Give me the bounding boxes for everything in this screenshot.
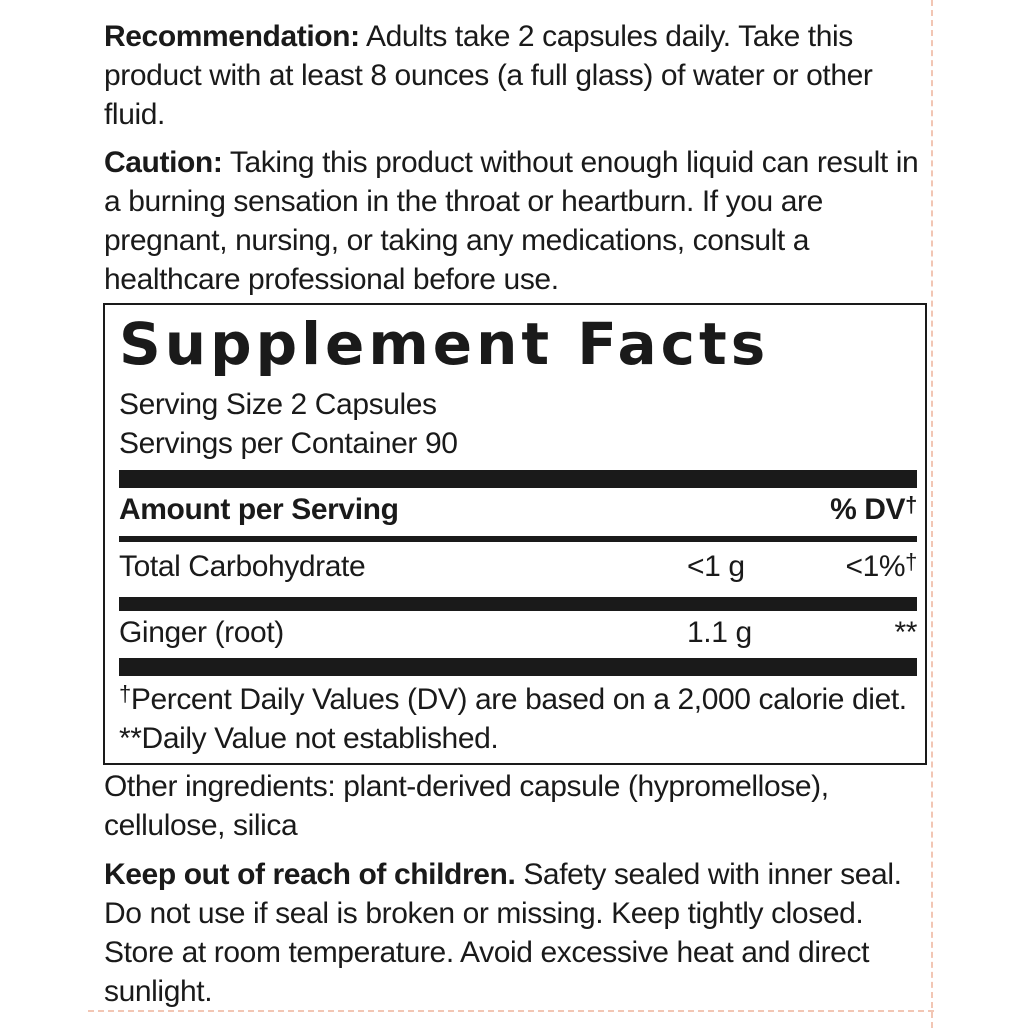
servings-per-container: Servings per Container 90: [119, 427, 458, 460]
thick-divider: [119, 470, 917, 488]
thick-divider: [119, 597, 917, 611]
amount-per-serving-label: Amount per Serving: [119, 493, 399, 526]
dagger-mark: †: [119, 681, 131, 706]
recommendation-paragraph: [104, 17, 934, 134]
caution-paragraph: [104, 143, 934, 299]
nutrient-amount: <1 g: [687, 550, 745, 583]
supplement-facts-panel: [103, 303, 927, 765]
nutrient-dv-value: <1%: [845, 550, 906, 583]
other-ingredients: Other ingredients: plant-derived capsule (hypromellose), cellulose, silica: [104, 770, 829, 842]
ingredient-amount: 1.1 g: [687, 616, 752, 649]
serving-size: Serving Size 2 Capsules: [119, 388, 437, 421]
dagger-mark: †: [905, 492, 917, 517]
dagger-mark: †: [905, 549, 917, 574]
supplement-facts-title: Supplement Facts: [119, 310, 770, 378]
nutrient-dv: [845, 548, 917, 586]
nutrient-row: [119, 548, 917, 586]
keep-out-paragraph: [104, 855, 934, 1011]
dv-footnote-text: Percent Daily Values (DV) are based on a 2,000 calorie diet. **Daily Value not established.: [119, 683, 907, 755]
caution-label: Caution:: [104, 146, 223, 179]
ingredient-dv: **: [894, 616, 917, 649]
medium-divider: [119, 536, 917, 542]
nutrient-name: Total Carbohydrate: [119, 550, 366, 583]
recommendation-label: Recommendation:: [104, 20, 360, 53]
keep-out-text: Safety sealed with inner seal. Do not use if seal is broken or missing. Keep tightly closed. Store at room temperature. Avoid excessive heat and direct sunlight.: [104, 858, 902, 1008]
caution-text: Taking this product without enough liquid can result in a burning sensation in the throat or heartburn. If you are pregnant, nursing, or taking any medications, consult a healthcare professional before use.: [104, 146, 919, 296]
keep-out-label: Keep out of reach of children.: [104, 858, 516, 891]
ingredient-name: Ginger (root): [119, 616, 284, 649]
dv-header: [830, 491, 917, 529]
dv-footnote: [119, 680, 915, 758]
recommendation-text: Adults take 2 capsules daily. Take this product with at least 8 ounces (a full glass) of water or other fluid.: [104, 20, 873, 131]
thick-divider: [119, 658, 917, 676]
ingredient-row: [119, 614, 917, 652]
amount-per-serving-header: [119, 491, 917, 529]
dv-header-text: % DV: [830, 493, 906, 526]
